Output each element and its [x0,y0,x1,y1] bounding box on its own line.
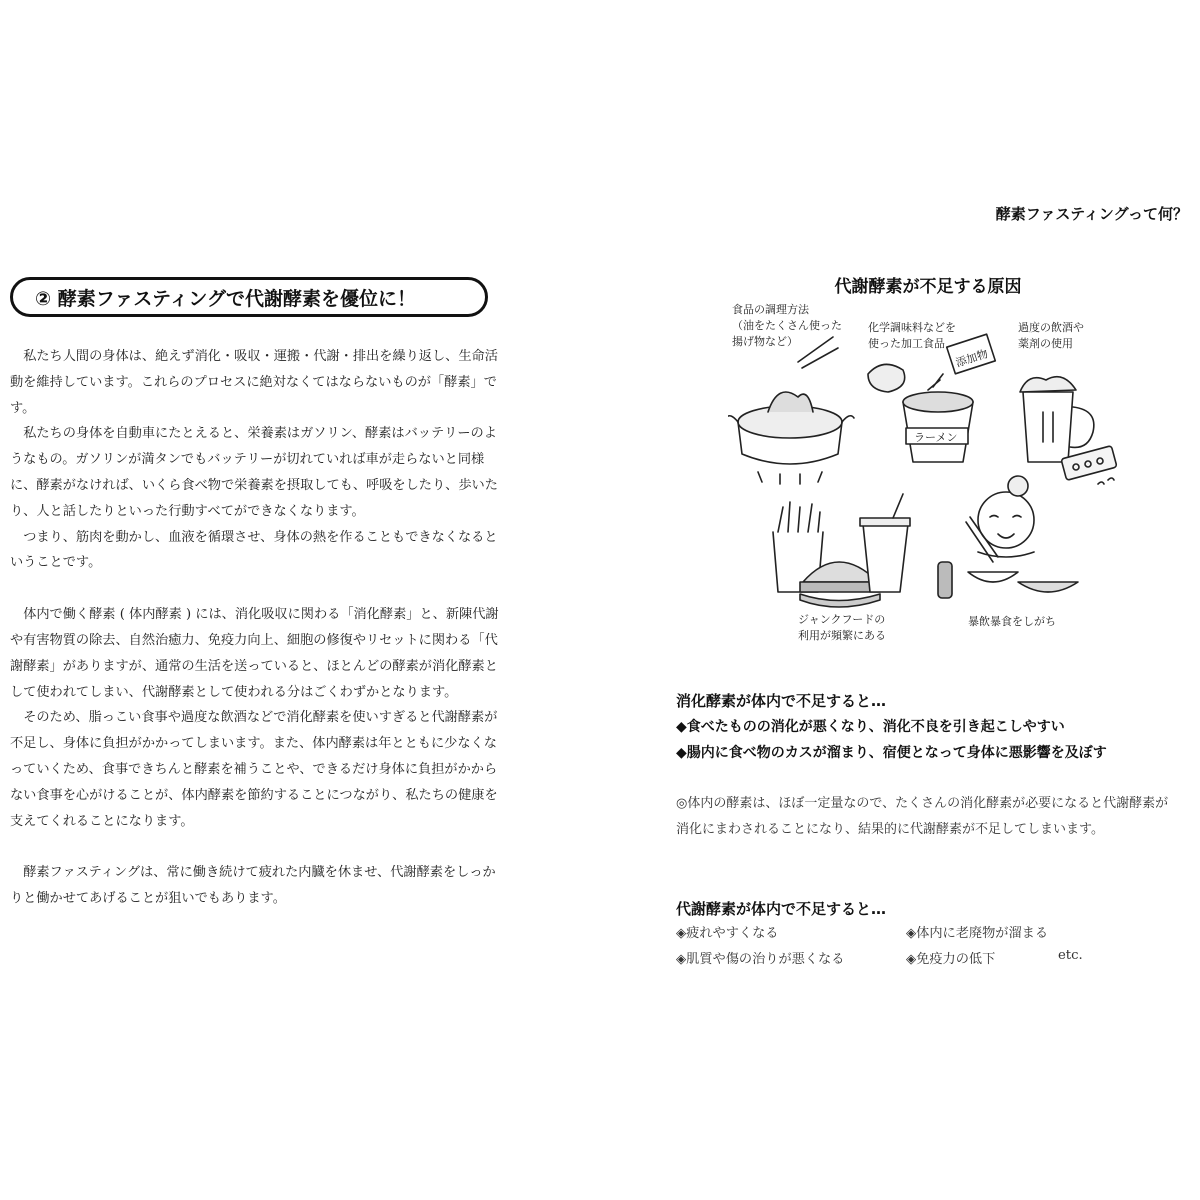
figure-title: 代謝酵素が不足する原因 [834,277,1022,297]
metabolic-heading: 代謝酵素が体内で不足すると… [676,900,887,918]
paragraph: 私たちの身体を自動車にたとえると、栄養素はガソリン、酵素はバッテリーのようなもの。ガソリンが満タンでもバッテリーが切れていれば車が走らないと同様に、酵素がなければ、いくら食べ物で栄養素を摂取しても、呼吸をしたり、歩いたり、人と話したりといった行動すべてができなくなります。 [10,426,498,519]
label-junk [798,612,918,644]
section-heading: ② 酵素ファスティングで代謝酵素を優位に！ [10,277,488,317]
digestive-heading: 消化酵素が体内で不足すると… [676,692,887,710]
label-line: 化学調味料などを [868,321,956,334]
label-additives [868,320,988,352]
frying-pot-icon [728,337,854,484]
label-line: ジャンクフードの [798,613,886,626]
paragraph: そのため、脂っこい食事や過度な飲酒などで消化酵素を使いすぎると代謝酵素が不足し、身体に負担がかかってしまいます。また、体内酵素は年とともに少なくなっていくため、食事できちんと酵素を補うことや、できるだけ身体に負担がかからない食事を心がけることが、体内酵素を節約することにつながり、私たちの健康を支えてくれることになります。 [10,710,498,829]
paragraph: つまり、筋肉を動かし、血液を循環させ、身体の熱を作ることもできなくなるということです。 [10,529,498,571]
woman-eating-icon [938,476,1078,598]
label-line: 利用が頻繁にある [798,629,886,642]
cup-noodle-icon [868,364,973,462]
paragraph: 酵素ファスティングは、常に働き続けて疲れた内臓を休ませ、代謝酵素をしっかりと働かせてあげることが狙いでもあります。 [10,865,496,907]
metabolic-bullet: ◈免疫力の低下 [906,952,996,967]
label-line: 揚げ物など） [732,335,798,348]
running-header: 酵素ファスティングって何？ [995,205,1188,223]
metabolic-bullet: ◈肌質や傷の治りが悪くなる [676,952,845,967]
label-line: （油をたくさん使った [732,319,842,332]
metabolic-bullet: ◈体内に老廃物が溜まる [906,926,1049,941]
label-line: 使った加工食品 [868,337,945,350]
digestive-bullet: ◆腸内に食べ物のカスが溜まり、宿便となって身体に悪影響を及ぼす [676,745,1107,761]
digestive-bullet: ◆食べたものの消化が悪くなり、消化不良を引き起こしやすい [676,719,1065,735]
label-line: 薬剤の使用 [1018,337,1073,350]
label-line: 過度の飲酒や [1018,321,1084,334]
paragraph: 体内で働く酵素 ( 体内酵素 ) には、消化吸収に関わる「消化酵素」と、新陳代謝や有害物質の除去、自然治癒力、免疫力向上、細胞の修復やリセットに関わる「代謝酵素」がありますが、通常の生活を送っていると、ほとんどの酵素が消化酵素として使われてしまい、代謝酵素として使われる分はごくわずかとなります。 [10,607,499,700]
causes-illustration [728,262,1128,662]
label-overeating: 暴飲暴食をしがち [968,615,1056,628]
label-line: 食品の調理方法 [732,303,809,316]
body-text [10,344,500,912]
label-drinking [1018,320,1118,352]
note-text: ◎体内の酵素は、ほぼ一定量なので、たくさんの消化酵素が必要になると代謝酵素が消化にまわされることになり、結果的に代謝酵素が不足してしまいます。 [676,796,1169,837]
paragraph: 私たち人間の身体は、絶えず消化・吸収・運搬・代謝・排出を繰り返し、生命活動を維持しています。これらのプロセスに絶対なくてはならないものが「酵素」です。 [10,349,498,416]
label-cooking [732,302,852,350]
cup-label: ラーメン [914,431,958,444]
metabolic-bullet: ◈疲れやすくなる [676,926,779,941]
beer-mug-icon [1020,377,1094,462]
package-label: 添加物 [954,347,990,370]
etc-label: etc. [1058,948,1083,963]
